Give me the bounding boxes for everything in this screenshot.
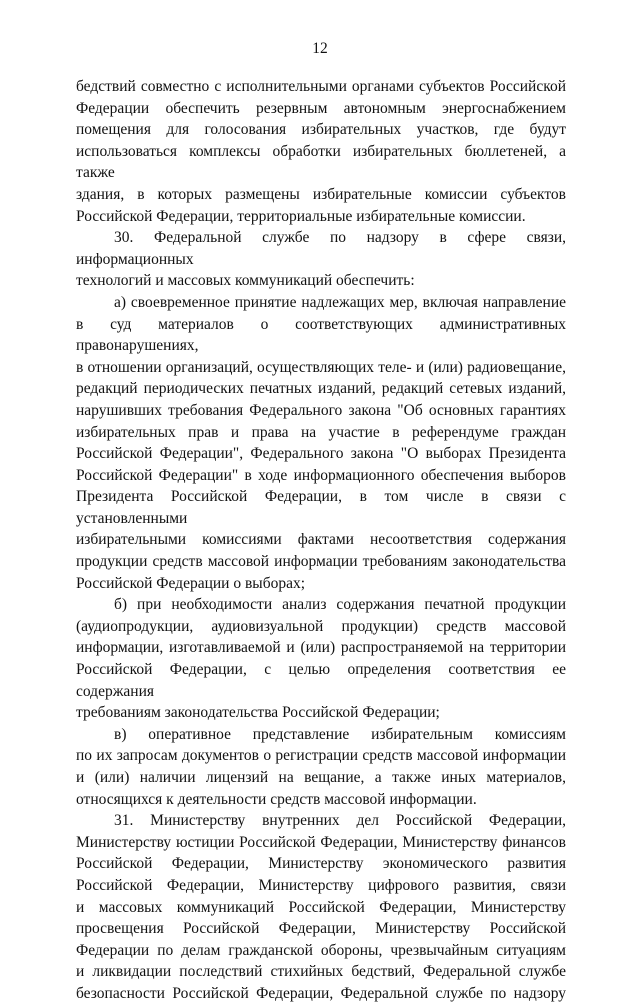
text-line: 30. Федеральной службе по надзору в сфере связи, информационных: [76, 229, 566, 268]
text-line: требованиям законодательства Российской Федерации;: [76, 704, 440, 722]
page-number: 12: [312, 40, 328, 57]
text-line: использоваться комплексы обработки избирательных бюллетеней, а также: [76, 142, 566, 182]
text-line: здания, в которых размещены избирательные комиссии субъектов: [76, 185, 566, 203]
text-line: в) оперативное представление избирательным комиссиям: [114, 725, 566, 743]
text-line: Российской Федерации, территориальные избирательные комиссии.: [76, 207, 526, 225]
text-line: Российской Федерации" в ходе информационного обеспечения выборов: [76, 466, 566, 484]
text-line: избирательными комиссиями фактами несоответствия содержания: [76, 531, 566, 549]
document-body: [76, 76, 566, 1005]
text-line: Министерству юстиции Российской Федерации, Министерству финансов: [76, 833, 566, 851]
text-line: а) своевременное принятие надлежащих мер, включая направление: [114, 293, 566, 311]
text-line: 31. Министерству внутренних дел Российской Федерации,: [114, 812, 566, 830]
text-line: и ликвидации последствий стихийных бедствий, Федеральной службе: [76, 963, 566, 981]
text-line: технологий и массовых коммуникаций обеспечить:: [76, 272, 415, 290]
text-line: и массовых коммуникаций Российской Федерации, Министерству: [76, 898, 566, 916]
text-line: безопасности Российской Федерации, Федеральной службе по надзору: [76, 984, 566, 1002]
text-line: (аудиопродукции, аудиовизуальной продукции) средств массовой: [76, 617, 566, 635]
text-line: Российской Федерации, с целью определения соответствия ее содержания: [76, 661, 566, 700]
text-line: Российской Федерации, Министерству цифрового развития, связи: [76, 876, 566, 894]
text-line: избирательных прав и права на участие в референдуме граждан: [76, 423, 566, 441]
text-line: Федерации обеспечить резервным автономным энергоснабжением: [76, 99, 566, 117]
text-line: по их запросам документов о регистрации средств массовой информации: [76, 747, 566, 765]
text-line: редакций периодических печатных изданий, редакций сетевых изданий,: [76, 380, 566, 398]
text-line: Президента Российской Федерации, в том числе в связи с установленными: [76, 488, 566, 527]
text-line: просвещения Российской Федерации, Министерству Российской: [76, 920, 566, 938]
text-line: Российской Федерации", Федерального закона "О выборах Президента: [76, 445, 566, 463]
text-line: Российской Федерации, Министерству экономического развития: [76, 855, 566, 873]
text-line: в отношении организаций, осуществляющих теле- и (или) радиовещание,: [76, 358, 566, 376]
text-line: Российской Федерации о выборах;: [76, 574, 306, 592]
text-line: и (или) наличии лицензий на вещание, а также иных материалов,: [76, 769, 566, 786]
text-line: информации, изготавливаемой и (или) распространяемой на территории: [76, 639, 566, 657]
text-line: бедствий совместно с исполнительными органами субъектов Российской: [76, 78, 566, 95]
text-line: в суд материалов о соответствующих административных правонарушениях,: [76, 315, 566, 355]
text-line: помещения для голосования избирательных участков, где будут: [76, 121, 566, 139]
text-line: нарушивших требования Федерального закона "Об основных гарантиях: [76, 401, 566, 419]
text-line: относящихся к деятельности средств массовой информации.: [76, 790, 477, 808]
text-line: продукции средств массовой информации требованиям законодательства: [76, 553, 566, 571]
text-line: Федерации по делам гражданской обороны, чрезвычайным ситуациям: [76, 941, 566, 959]
text-line: б) при необходимости анализ содержания печатной продукции: [114, 596, 566, 614]
